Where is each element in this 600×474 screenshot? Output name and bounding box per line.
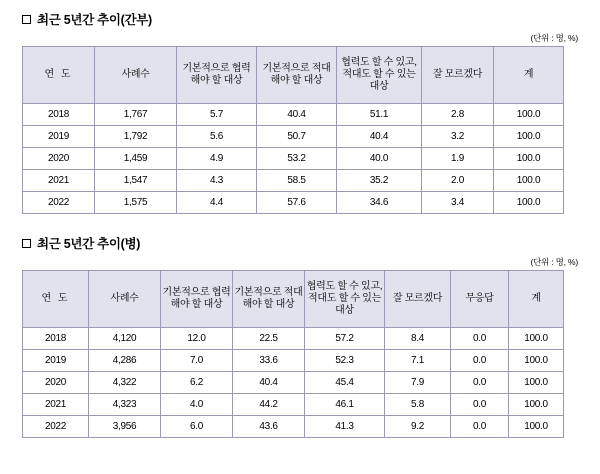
cell-both: 41.3 [305,416,385,438]
cell-dontknow: 2.8 [422,104,494,126]
col-header-hostile: 기본적으로 적대해야 할 대상 [257,47,337,104]
cell-dontknow: 7.9 [385,372,451,394]
cell-year: 2020 [23,148,95,170]
cell-cooperate: 6.0 [161,416,233,438]
cell-year: 2018 [23,328,89,350]
cell-hostile: 40.4 [257,104,337,126]
cell-cooperate: 5.7 [177,104,257,126]
cell-dontknow: 3.2 [422,126,494,148]
cell-cases: 3,956 [89,416,161,438]
cell-noanswer: 0.0 [451,416,509,438]
table-row [23,104,564,126]
col-header-total: 계 [494,47,564,104]
cell-total: 100.0 [509,328,564,350]
cell-cases: 4,120 [89,328,161,350]
cell-both: 51.1 [337,104,422,126]
cell-year: 2019 [23,350,89,372]
section-soldiers [22,234,578,438]
cell-cases: 1,575 [95,192,177,214]
cell-noanswer: 0.0 [451,328,509,350]
cell-cooperate: 12.0 [161,328,233,350]
cell-hostile: 57.6 [257,192,337,214]
cell-year: 2019 [23,126,95,148]
cell-both: 40.0 [337,148,422,170]
cell-cases: 1,459 [95,148,177,170]
cell-total: 100.0 [494,126,564,148]
table-row [23,148,564,170]
cell-year: 2022 [23,416,89,438]
cell-noanswer: 0.0 [451,394,509,416]
section-heading-officers [22,10,578,28]
table-row [23,394,564,416]
cell-hostile: 33.6 [233,350,305,372]
cell-noanswer: 0.0 [451,350,509,372]
cell-both: 34.6 [337,192,422,214]
cell-total: 100.0 [509,350,564,372]
cell-dontknow: 1.9 [422,148,494,170]
table-row [23,170,564,192]
cell-cases: 1,547 [95,170,177,192]
table-row [23,416,564,438]
cell-dontknow: 2.0 [422,170,494,192]
cell-cooperate: 4.0 [161,394,233,416]
cell-both: 57.2 [305,328,385,350]
table-row [23,192,564,214]
section-title-soldiers: 최근 5년간 추이(병) [37,237,141,251]
table-row [23,328,564,350]
cell-total: 100.0 [509,394,564,416]
cell-cooperate: 6.2 [161,372,233,394]
cell-both: 45.4 [305,372,385,394]
col-header-both: 협력도 할 수 있고, 적대도 할 수 있는 대상 [305,271,385,328]
cell-total: 100.0 [494,148,564,170]
cell-cases: 4,322 [89,372,161,394]
cell-total: 100.0 [494,170,564,192]
cell-dontknow: 3.4 [422,192,494,214]
cell-hostile: 58.5 [257,170,337,192]
cell-both: 35.2 [337,170,422,192]
table-soldiers [22,270,564,438]
cell-cases: 1,767 [95,104,177,126]
cell-year: 2021 [23,170,95,192]
cell-cooperate: 7.0 [161,350,233,372]
cell-hostile: 22.5 [233,328,305,350]
cell-hostile: 44.2 [233,394,305,416]
cell-total: 100.0 [494,104,564,126]
table-row [23,126,564,148]
cell-both: 52.3 [305,350,385,372]
cell-year: 2021 [23,394,89,416]
cell-dontknow: 9.2 [385,416,451,438]
col-header-cooperate: 기본적으로 협력해야 할 대상 [177,47,257,104]
cell-hostile: 43.6 [233,416,305,438]
cell-noanswer: 0.0 [451,372,509,394]
section-title-officers: 최근 5년간 추이(간부) [37,13,152,27]
col-header-year: 연 도 [23,271,89,328]
cell-total: 100.0 [509,416,564,438]
square-bullet-icon [22,15,31,24]
col-header-dontknow: 잘 모르겠다 [422,47,494,104]
cell-hostile: 53.2 [257,148,337,170]
cell-cooperate: 4.3 [177,170,257,192]
cell-cases: 4,323 [89,394,161,416]
cell-total: 100.0 [494,192,564,214]
square-bullet-icon [22,239,31,248]
cell-cooperate: 4.9 [177,148,257,170]
cell-both: 40.4 [337,126,422,148]
table-header-row [23,271,564,328]
unit-note-soldiers: (단위 : 명, %) [530,257,578,267]
table-header-row [23,47,564,104]
col-header-dontknow: 잘 모르겠다 [385,271,451,328]
table-officers [22,46,564,214]
col-header-cases: 사례수 [95,47,177,104]
cell-dontknow: 8.4 [385,328,451,350]
cell-hostile: 40.4 [233,372,305,394]
cell-cooperate: 4.4 [177,192,257,214]
col-header-total: 계 [509,271,564,328]
cell-year: 2020 [23,372,89,394]
cell-dontknow: 5.8 [385,394,451,416]
cell-dontknow: 7.1 [385,350,451,372]
cell-cooperate: 5.6 [177,126,257,148]
cell-cases: 4,286 [89,350,161,372]
col-header-year: 연 도 [23,47,95,104]
cell-cases: 1,792 [95,126,177,148]
col-header-cooperate: 기본적으로 협력해야 할 대상 [161,271,233,328]
cell-hostile: 50.7 [257,126,337,148]
table-row [23,372,564,394]
section-officers [22,10,578,214]
col-header-noanswer: 무응답 [451,271,509,328]
cell-both: 46.1 [305,394,385,416]
col-header-both: 협력도 할 수 있고, 적대도 할 수 있는 대상 [337,47,422,104]
col-header-cases: 사례수 [89,271,161,328]
unit-note-officers: (단위 : 명, %) [530,33,578,43]
col-header-hostile: 기본적으로 적대해야 할 대상 [233,271,305,328]
section-heading-soldiers [22,234,578,252]
cell-total: 100.0 [509,372,564,394]
table-row [23,350,564,372]
cell-year: 2022 [23,192,95,214]
cell-year: 2018 [23,104,95,126]
